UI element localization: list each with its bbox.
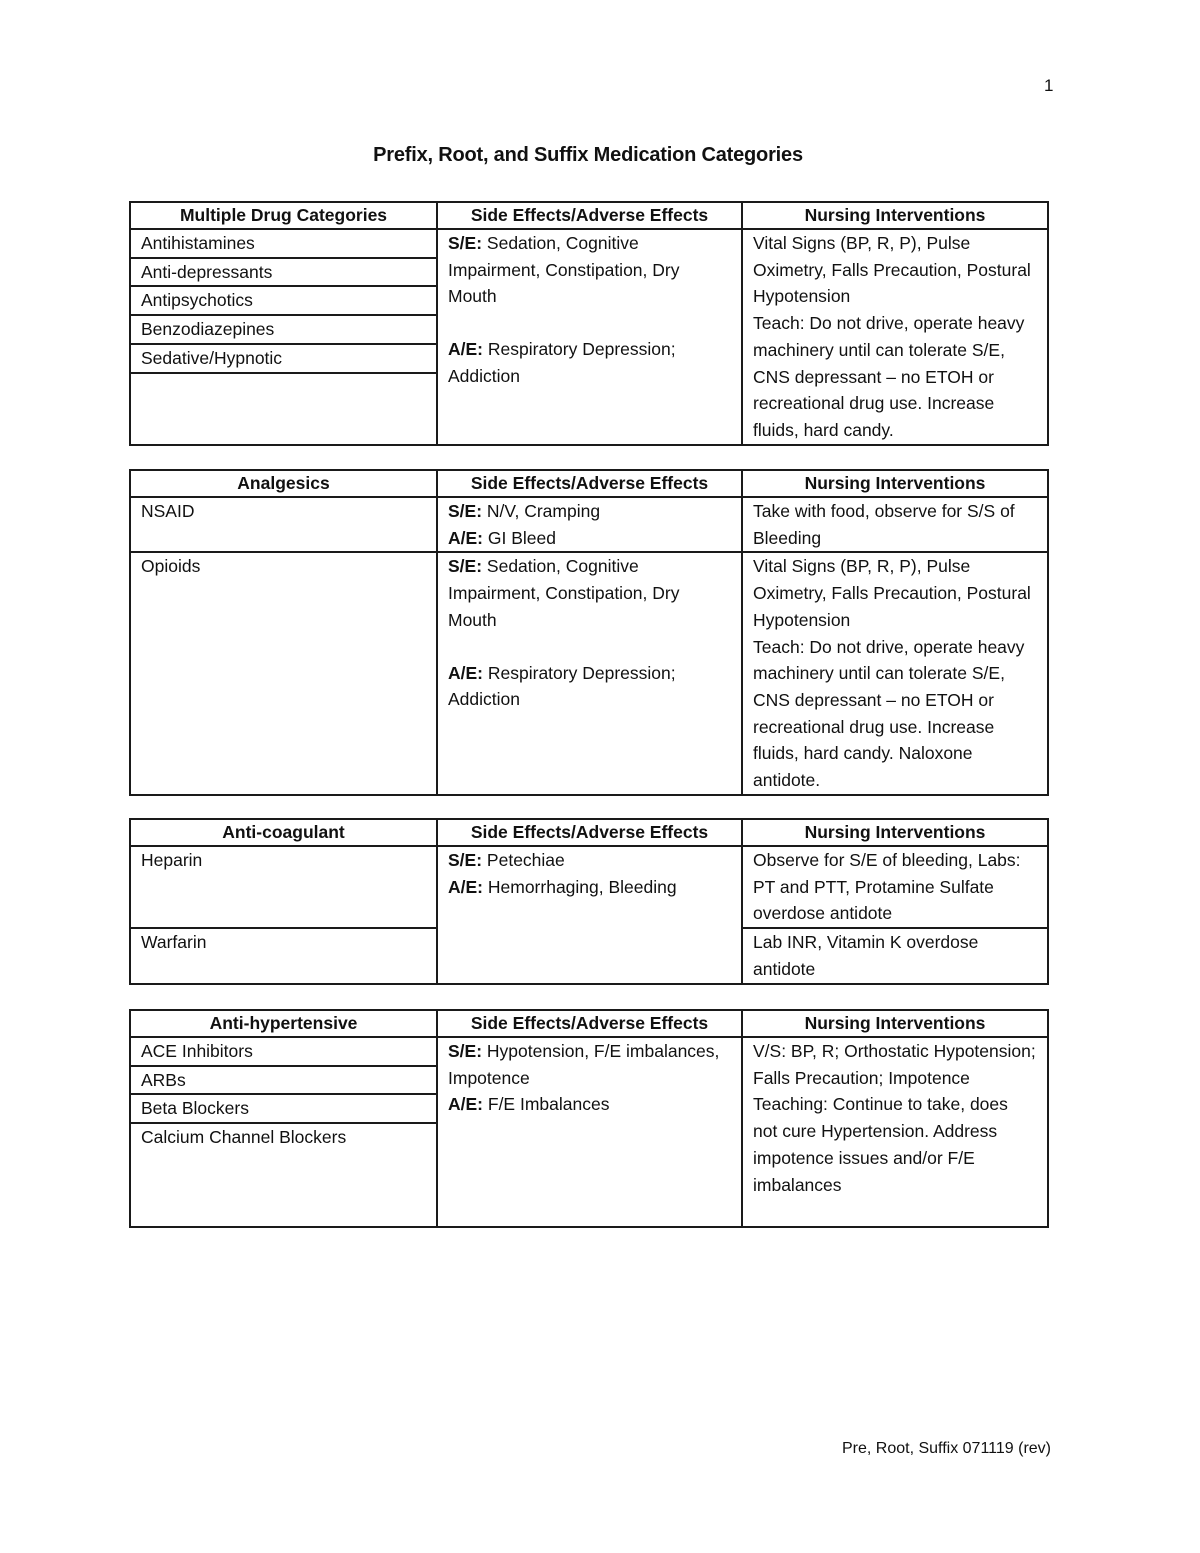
drug-cell: Warfarin — [130, 928, 437, 983]
table-header-row — [130, 1010, 1048, 1037]
nursing-cell: Lab INR, Vitamin K overdose antidote — [742, 928, 1048, 983]
side-effects-header: Side Effects/Adverse Effects — [437, 202, 742, 229]
drug-cell: Benzodiazepines — [130, 315, 437, 344]
drug-cell: Anti-depressants — [130, 258, 437, 287]
side-effects-cell — [437, 497, 742, 552]
se-text: Petechiae — [486, 850, 565, 870]
interventions-text: Vital Signs (BP, R, P), Pulse Oximetry, Falls Precaution, Postural Hypotension — [753, 556, 1031, 630]
nursing-interventions-header: Nursing Interventions — [742, 202, 1048, 229]
se-line — [448, 847, 731, 874]
ae-line — [448, 1091, 731, 1118]
drug-cell: Sedative/Hypnotic — [130, 344, 437, 373]
nursing-cell — [742, 1037, 1048, 1227]
drug-cell: Antipsychotics — [130, 286, 437, 315]
empty-cell — [130, 373, 437, 445]
side-effects-cell — [437, 552, 742, 794]
page-number: 1 — [1044, 76, 1054, 95]
drug-cell: Heparin — [130, 846, 437, 928]
se-text: N/V, Cramping — [486, 501, 601, 521]
side-effects-header: Side Effects/Adverse Effects — [437, 1010, 742, 1037]
ae-label: A/E: — [448, 876, 483, 897]
se-text: Sedation, Cognitive Impairment, Constipation, Dry Mouth — [448, 556, 680, 630]
table-header-row — [130, 470, 1048, 497]
se-label: S/E: — [448, 850, 483, 870]
drug-cell: Beta Blockers — [130, 1094, 437, 1123]
ae-text: Hemorrhaging, Bleeding — [487, 876, 677, 897]
category-header: Anti-coagulant — [130, 819, 437, 846]
nursing-interventions-header: Nursing Interventions — [742, 1010, 1048, 1037]
se-line — [448, 1038, 731, 1091]
ae-line — [448, 336, 731, 389]
analgesics-table — [129, 469, 1049, 796]
table-row — [130, 497, 1048, 552]
side-effects-cell — [437, 1037, 742, 1227]
ae-label: A/E: — [448, 1094, 483, 1115]
side-effects-cell — [437, 846, 742, 984]
se-line — [448, 553, 731, 633]
se-text: Sedation, Cognitive Impairment, Constipation, Dry Mouth — [448, 233, 680, 307]
ae-label: A/E: — [448, 339, 483, 360]
nursing-cell — [742, 552, 1048, 794]
table-header-row — [130, 819, 1048, 846]
drug-cell: Antihistamines — [130, 229, 437, 258]
nursing-cell: Observe for S/E of bleeding, Labs: PT and PTT, Protamine Sulfate overdose antidote — [742, 846, 1048, 928]
ae-line — [448, 660, 731, 713]
category-header: Anti-hypertensive — [130, 1010, 437, 1037]
se-text: Hypotension, F/E imbalances, Impotence — [448, 1041, 720, 1088]
ae-text: Respiratory Depression; Addiction — [448, 339, 676, 386]
drug-cell: NSAID — [130, 497, 437, 552]
ae-text: GI Bleed — [487, 527, 556, 548]
teach-text: Teaching: Continue to take, does not cure Hypertension. Address impotence issues and/or F/E imbalances — [753, 1094, 1008, 1195]
drug-cell: ARBs — [130, 1066, 437, 1095]
table-row — [130, 229, 1048, 258]
page-footer: Pre, Root, Suffix 071119 (rev) — [842, 1440, 1051, 1457]
ae-line — [448, 525, 731, 552]
side-effects-header: Side Effects/Adverse Effects — [437, 470, 742, 497]
drug-cell: Calcium Channel Blockers — [130, 1123, 437, 1227]
nursing-interventions-header: Nursing Interventions — [742, 819, 1048, 846]
ae-line — [448, 874, 731, 901]
drug-cell: Opioids — [130, 552, 437, 794]
nursing-cell: Take with food, observe for S/S of Bleeding — [742, 497, 1048, 552]
ae-text: F/E Imbalances — [487, 1094, 610, 1115]
anti-coagulant-table — [129, 818, 1049, 985]
category-header: Multiple Drug Categories — [130, 202, 437, 229]
table-row — [130, 1037, 1048, 1066]
se-label: S/E: — [448, 501, 483, 521]
drug-cell: ACE Inhibitors — [130, 1037, 437, 1066]
nursing-cell — [742, 229, 1048, 445]
ae-label: A/E: — [448, 662, 483, 683]
ae-label: A/E: — [448, 527, 483, 548]
se-line — [448, 230, 731, 310]
se-label: S/E: — [448, 556, 483, 577]
interventions-text: Vital Signs (BP, R, P), Pulse Oximetry, Falls Precaution, Postural Hypotension — [753, 233, 1031, 307]
multiple-drug-categories-table — [129, 201, 1049, 446]
table-row — [130, 846, 1048, 928]
interventions-text: V/S: BP, R; Orthostatic Hypotension; Falls Precaution; Impotence — [753, 1041, 1036, 1088]
side-effects-header: Side Effects/Adverse Effects — [437, 819, 742, 846]
nursing-interventions-header: Nursing Interventions — [742, 470, 1048, 497]
table-row — [130, 552, 1048, 794]
page-title: Prefix, Root, and Suffix Medication Categories — [373, 144, 803, 166]
teach-text: Teach: Do not drive, operate heavy machinery until can tolerate S/E, CNS depressant – no ETOH or recreational drug use. Increase fluids, hard candy. — [753, 313, 1025, 440]
se-label: S/E: — [448, 233, 483, 253]
teach-text: Teach: Do not drive, operate heavy machinery until can tolerate S/E, CNS depressant – no ETOH or recreational drug use. Increase fluids, hard candy. Naloxone antidote. — [753, 636, 1025, 791]
anti-hypertensive-table — [129, 1009, 1049, 1228]
se-label: S/E: — [448, 1041, 483, 1061]
table-header-row — [130, 202, 1048, 229]
side-effects-cell — [437, 229, 742, 445]
category-header: Analgesics — [130, 470, 437, 497]
ae-text: Respiratory Depression; Addiction — [448, 662, 676, 710]
se-line — [448, 498, 731, 525]
